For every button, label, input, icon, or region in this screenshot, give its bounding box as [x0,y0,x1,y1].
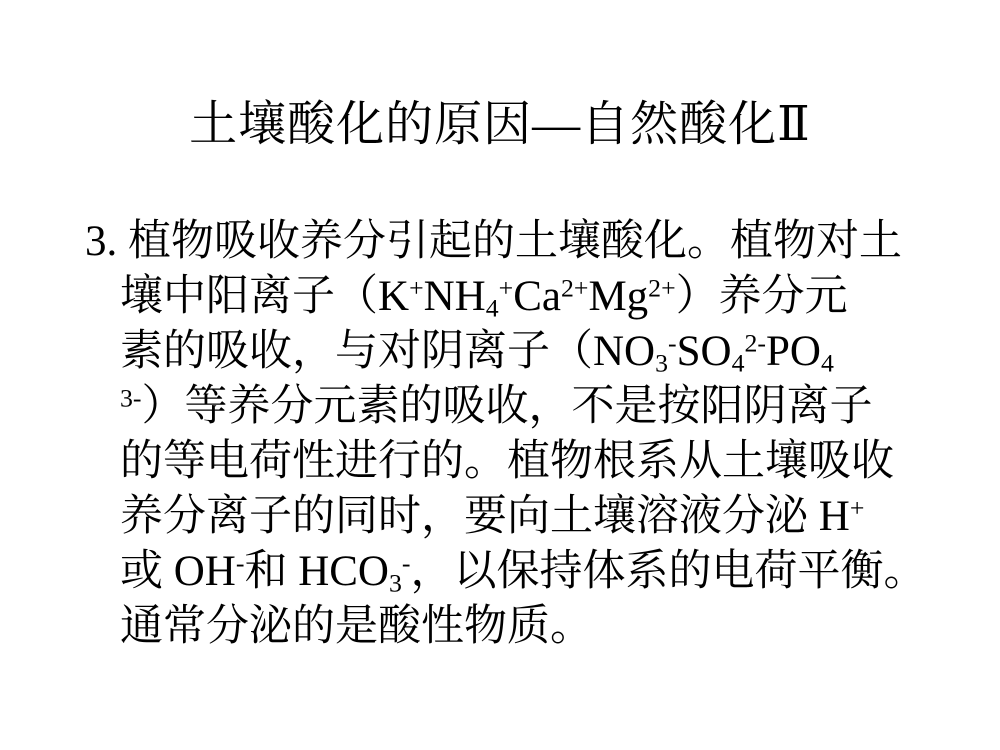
sup-text-run: 2- [744,328,766,358]
text-run: 壤中阳离子（K [120,272,410,320]
sup-text-run: - [668,328,677,358]
text-run: ，以保持体系的电荷平衡。 [410,547,927,595]
body-line [85,214,960,269]
text-run: 素的吸收，与对阴离子（NO [120,327,656,375]
text-run: 或 OH [120,547,236,595]
sub-text-run: 4 [820,348,834,378]
text-run: Ca [513,272,561,320]
text-run: SO [676,327,732,375]
sub-text-run: 3 [389,568,402,598]
text-run: NH [423,272,486,320]
sup-text-run: - [401,548,411,578]
body-line [85,379,960,434]
text-run: 3. 植物吸收养分引起的土壤酸化。植物对土 [85,217,902,265]
text-run: PO [765,327,821,375]
text-run: 和 HCO [244,547,389,595]
text-run: Mg [588,272,649,320]
sub-text-run: 3 [655,348,669,378]
sup-text-run: 3- [120,383,142,413]
sup-text-run: + [849,493,865,523]
sup-text-run: + [409,273,424,303]
sup-text-run: + [498,273,514,303]
body-line [85,434,960,489]
slide-body-paragraph [85,214,960,654]
sub-text-run: 4 [731,348,745,378]
sub-text-run: 4 [485,293,499,323]
sup-text-run: - [235,548,245,578]
text-run: ）养分元 [675,272,848,320]
text-run: ）等养分元素的吸收，不是按阳阴离子 [141,382,873,430]
sup-text-run: 2+ [648,273,676,303]
body-line [85,489,960,544]
text-run: 养分离子的同时，要向土壤溶液分泌 H [120,492,850,540]
body-line [85,324,960,379]
sup-text-run: 2+ [560,273,589,303]
body-line [85,269,960,324]
body-line [85,599,960,654]
body-line [85,544,960,599]
slide-title: 土壤酸化的原因—自然酸化Ⅱ [189,98,811,151]
text-run: 的等电荷性进行的。植物根系从土壤吸收 [120,437,894,485]
text-run: 通常分泌的是酸性物质。 [120,602,593,650]
